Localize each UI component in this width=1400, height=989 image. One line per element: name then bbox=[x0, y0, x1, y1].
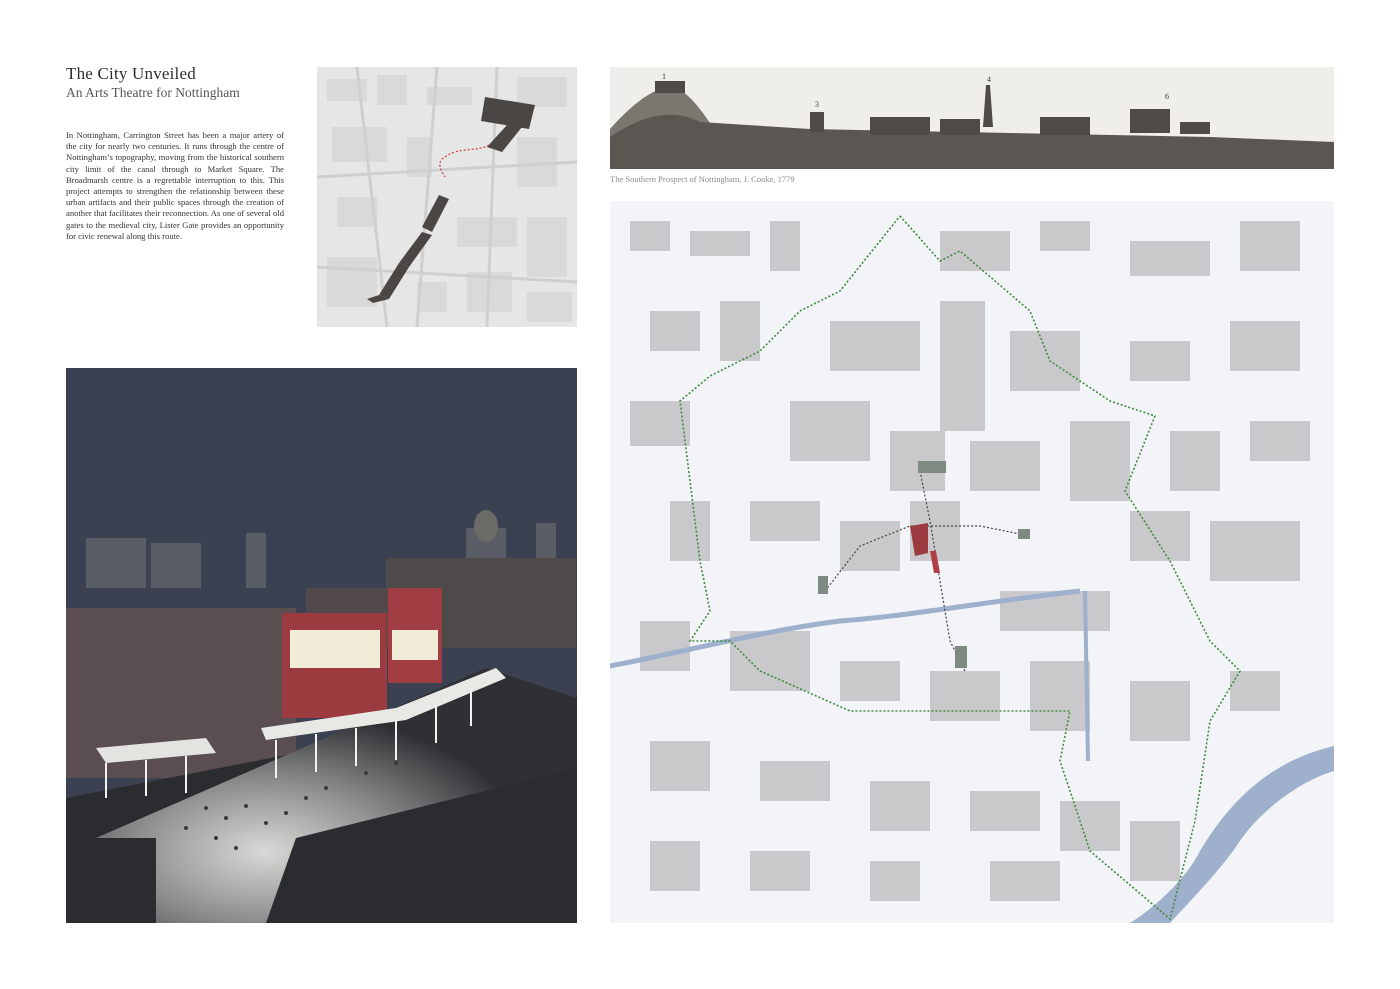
aerial-photo bbox=[317, 67, 577, 327]
intro-paragraph: In Nottingham, Carrington Street has been a major artery of the city for nearly two centuries. It runs through the centre of Nottingham’s topography, moving from the historical southern city limit of the canal through to Market Square. The Broadmarsh centre is a regrettable interruption to this. This project attempts to strengthen the relationship between these urban artifacts and their public spaces through the creation of another that facilitates their reconnection. As one of several old gates to the medieval city, Lister Gate provides an opportunity for civic renewal along this route. bbox=[66, 130, 284, 241]
engraving-marker-4: 4 bbox=[987, 75, 991, 84]
engraving-marker-1: 1 bbox=[662, 72, 666, 81]
engraving-marker-6: 6 bbox=[1165, 92, 1169, 101]
figure-ground-map bbox=[610, 201, 1334, 923]
engraving-caption: The Southern Prospect of Nottingham, J. Cooke, 1779 bbox=[610, 174, 795, 184]
page-subtitle: An Arts Theatre for Nottingham bbox=[66, 85, 240, 100]
night-render bbox=[66, 368, 577, 923]
engraving-marker-3: 3 bbox=[815, 100, 819, 109]
engraving-panorama bbox=[610, 67, 1334, 169]
page-title: The City Unveiled bbox=[66, 64, 196, 83]
